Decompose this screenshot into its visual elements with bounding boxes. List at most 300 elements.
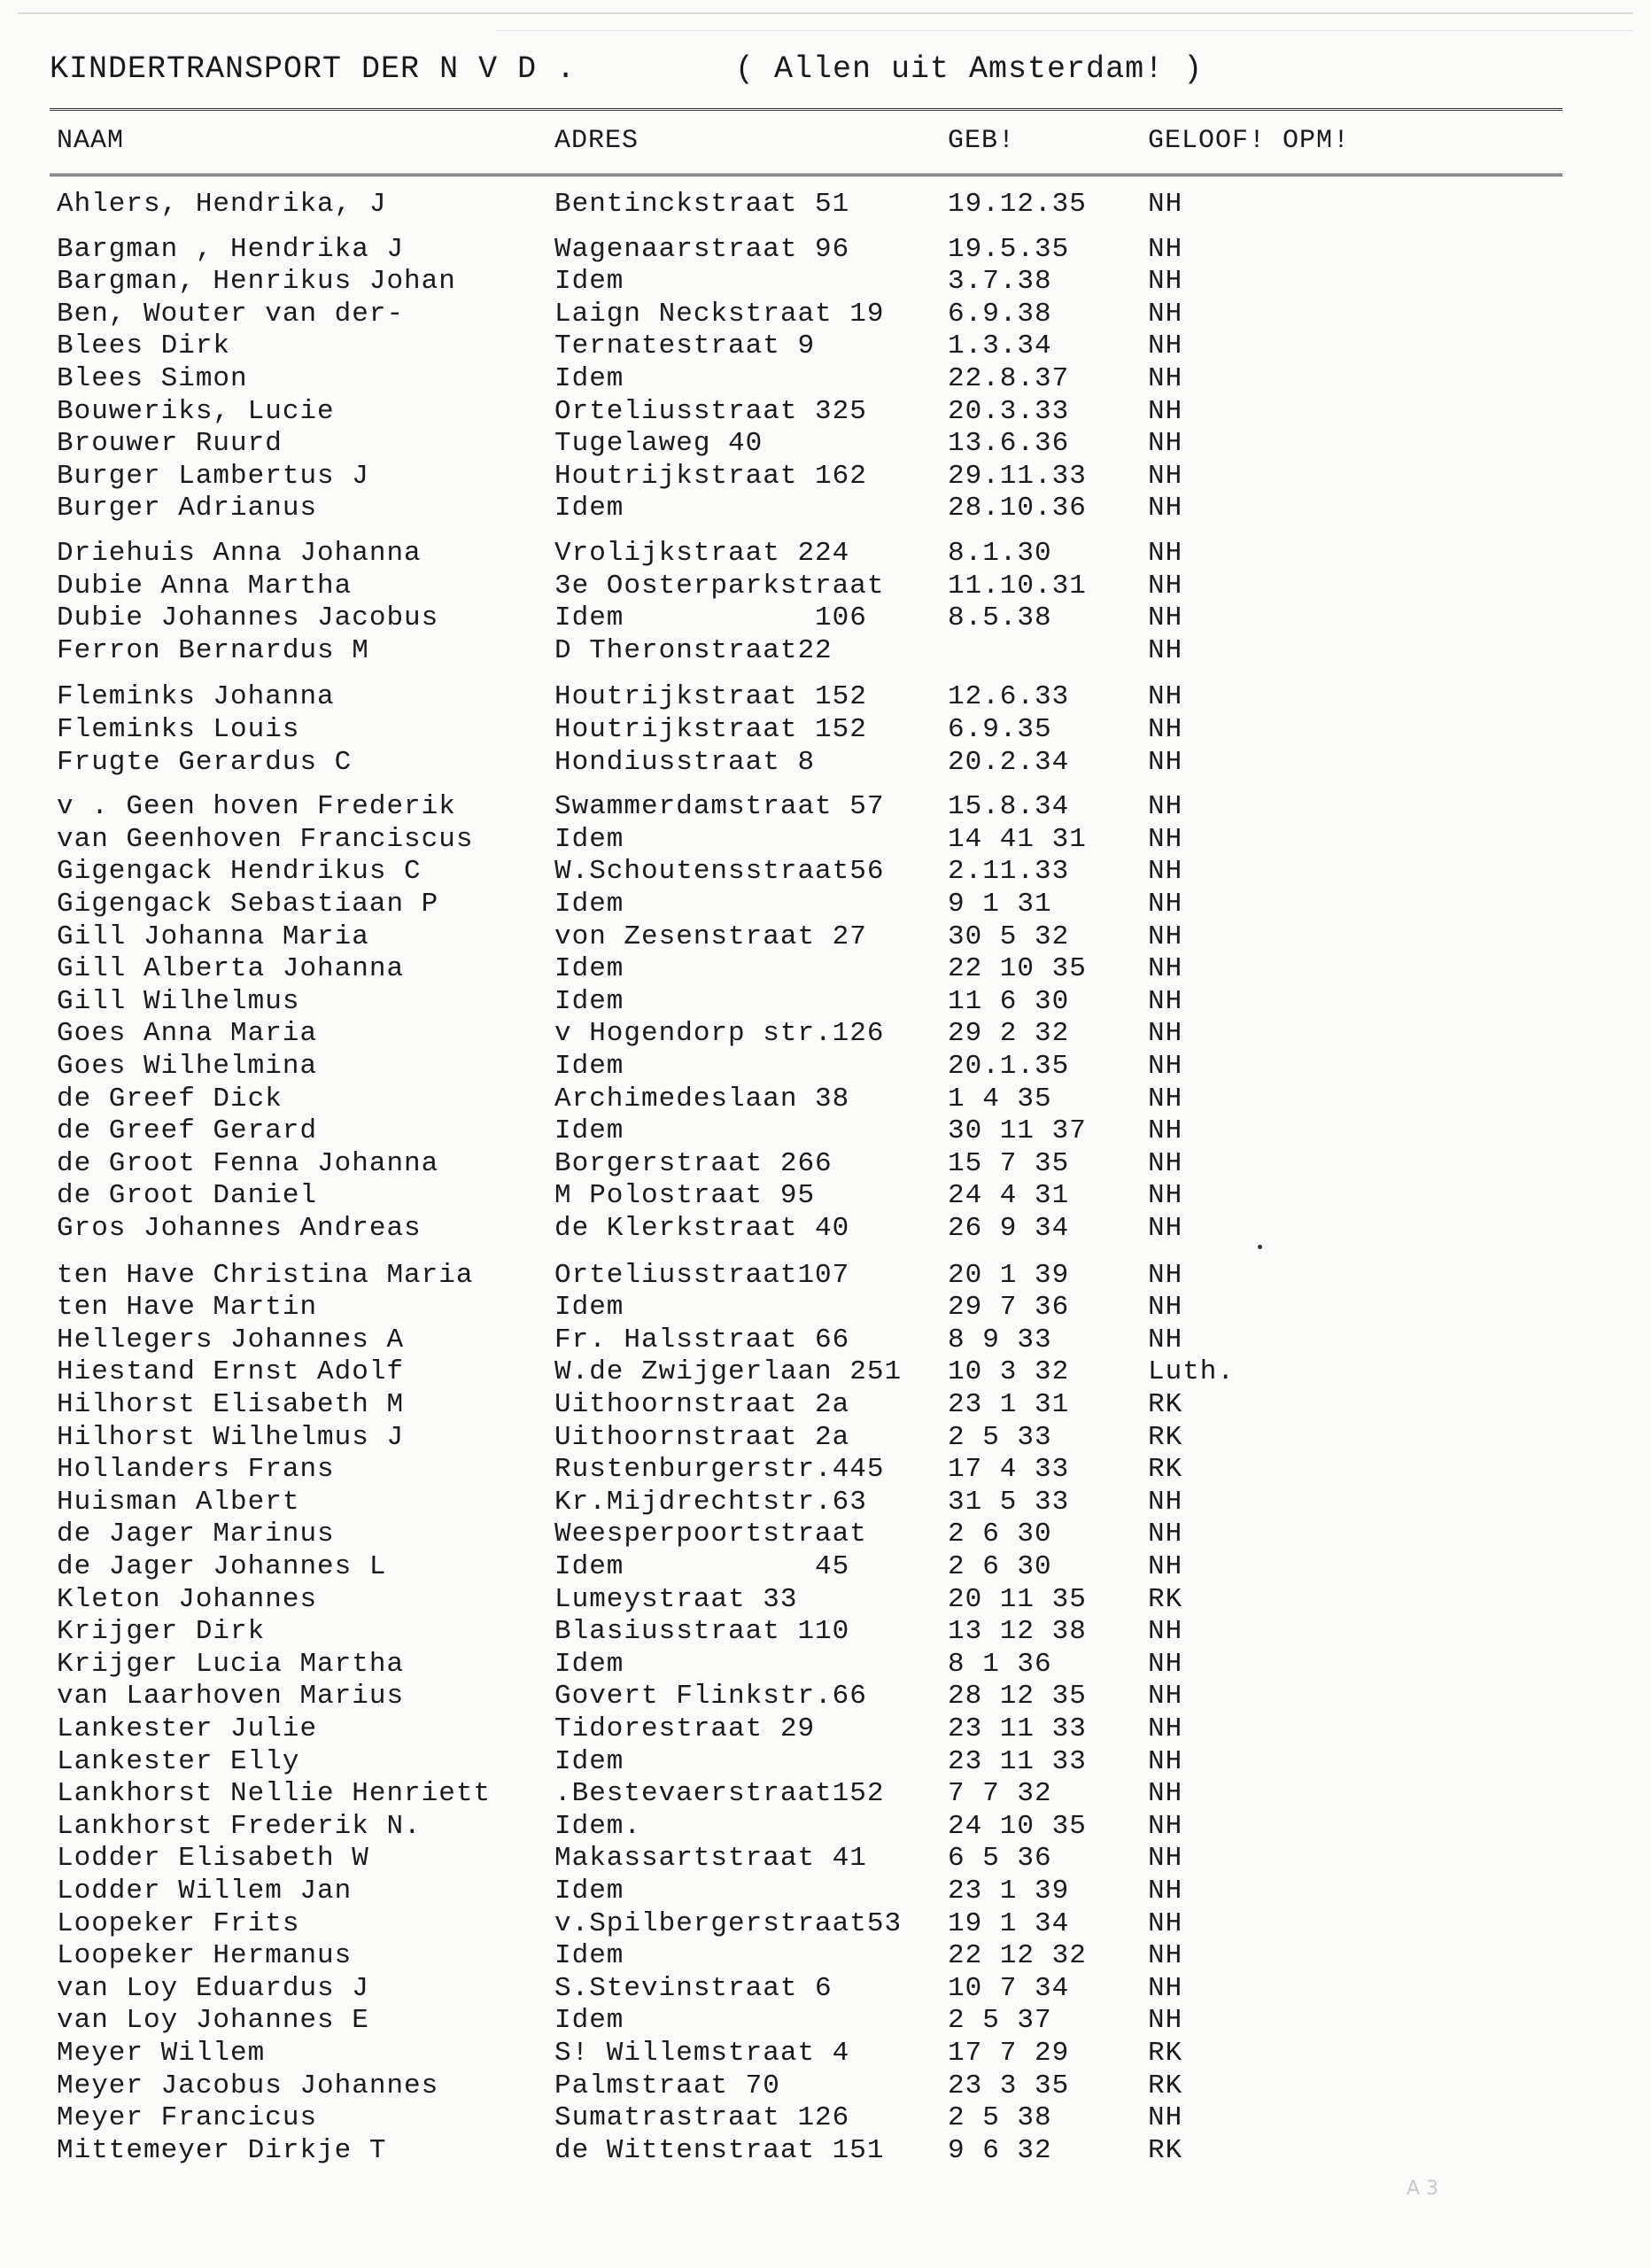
child-religion: NH [1148, 602, 1183, 633]
list-item [0, 1292, 1651, 1324]
child-name: Blees Dirk [57, 330, 231, 361]
child-birthdate: 28 12 35 [948, 1681, 1087, 1712]
child-religion: NH [1148, 428, 1183, 459]
child-address: Idem [554, 1292, 624, 1323]
child-address: Idem 45 [554, 1551, 850, 1582]
child-religion: NH [1148, 1018, 1183, 1049]
child-birthdate: 8.5.38 [948, 602, 1052, 633]
list-item [0, 1422, 1651, 1454]
child-religion: NH [1148, 396, 1183, 427]
child-religion: NH [1148, 1908, 1183, 1939]
child-address: Rustenburgerstr.445 [554, 1454, 885, 1485]
list-item [0, 1940, 1651, 1972]
list-item [0, 1213, 1651, 1245]
child-address: S! Willemstraat 4 [554, 2038, 850, 2069]
list-item [0, 571, 1651, 602]
child-birthdate: 12.6.33 [948, 681, 1070, 712]
child-name: Fleminks Johanna [57, 681, 335, 712]
child-religion: NH [1148, 189, 1183, 220]
child-religion: NH [1148, 747, 1183, 778]
child-religion: Luth. [1148, 1356, 1236, 1387]
child-birthdate: 6.9.35 [948, 714, 1052, 745]
child-birthdate: 6 5 36 [948, 1843, 1052, 1874]
child-birthdate: 2 6 30 [948, 1518, 1052, 1550]
child-religion: NH [1148, 1213, 1183, 1244]
child-birthdate: 22 12 32 [948, 1940, 1087, 1971]
child-address: Swammerdamstraat 57 [554, 791, 885, 822]
child-address: Idem 106 [554, 602, 867, 633]
child-birthdate: 20 1 39 [948, 1260, 1070, 1291]
child-address: Tugelaweg 40 [554, 428, 763, 459]
list-item [0, 538, 1651, 570]
child-religion: NH [1148, 461, 1183, 492]
list-item [0, 1051, 1651, 1083]
child-birthdate: 17 4 33 [948, 1454, 1070, 1485]
list-item [0, 1356, 1651, 1388]
child-address: Idem [554, 986, 624, 1017]
child-birthdate: 30 5 32 [948, 921, 1070, 952]
child-name: Ahlers, Hendrika, J [57, 189, 387, 220]
child-birthdate: 17 7 29 [948, 2038, 1070, 2069]
child-name: Fleminks Louis [57, 714, 300, 745]
child-address: Orteliusstraat107 [554, 1260, 850, 1291]
child-address: de Wittenstraat 151 [554, 2135, 885, 2166]
list-item [0, 2038, 1651, 2070]
child-religion: NH [1148, 1746, 1183, 1777]
child-name: de Greef Dick [57, 1084, 283, 1115]
child-address: Idem [554, 953, 624, 984]
child-address: .Bestevaerstraat152 [554, 1778, 885, 1809]
child-address: Idem [554, 266, 624, 297]
list-item [0, 1551, 1651, 1583]
list-item [0, 1616, 1651, 1648]
child-birthdate: 23 11 33 [948, 1746, 1087, 1777]
child-birthdate: 2 5 38 [948, 2102, 1052, 2133]
child-religion: NH [1148, 1084, 1183, 1115]
child-religion: NH [1148, 824, 1183, 855]
margin-note: A 3 [1407, 2178, 1439, 2200]
child-religion: NH [1148, 363, 1183, 394]
child-name: Gigengack Sebastiaan P [57, 889, 439, 920]
child-address: Bentinckstraat 51 [554, 189, 850, 220]
child-name: Goes Anna Maria [57, 1018, 318, 1049]
child-name: ten Have Christina Maria [57, 1260, 474, 1291]
child-religion: NH [1148, 856, 1183, 887]
child-address: W.de Zwijgerlaan 251 [554, 1356, 903, 1387]
child-religion: NH [1148, 681, 1183, 712]
child-name: Dubie Johannes Jacobus [57, 602, 439, 633]
child-address: Orteliusstraat 325 [554, 396, 867, 427]
child-address: Idem [554, 1940, 624, 1971]
list-item [0, 681, 1651, 713]
child-birthdate: 30 11 37 [948, 1115, 1087, 1146]
child-religion: NH [1148, 635, 1183, 666]
child-name: Gigengack Hendrikus C [57, 856, 422, 887]
child-name: Gill Johanna Maria [57, 921, 369, 952]
child-birthdate: 23 11 33 [948, 1713, 1087, 1744]
child-birthdate: 2 5 37 [948, 2005, 1052, 2036]
child-address: Houtrijkstraat 162 [554, 461, 867, 492]
child-address: Sumatrastraat 126 [554, 2102, 850, 2133]
list-item [0, 635, 1651, 667]
child-birthdate: 2.11.33 [948, 856, 1070, 887]
child-name: Meyer Willem [57, 2038, 266, 2069]
child-address: D Theronstraat22 [554, 635, 833, 666]
child-birthdate: 8 1 36 [948, 1649, 1052, 1680]
child-name: Ben, Wouter van der- [57, 299, 405, 330]
child-name: Gros Johannes Andreas [57, 1213, 422, 1244]
column-header-religion-remarks: GELOOF! OPM! [1148, 126, 1351, 156]
list-item [0, 747, 1651, 779]
child-address: Archimedeslaan 38 [554, 1084, 850, 1115]
child-birthdate: 2 5 33 [948, 1422, 1052, 1453]
list-item [0, 2070, 1651, 2102]
child-address: Wagenaarstraat 96 [554, 234, 850, 265]
child-birthdate: 19.12.35 [948, 189, 1087, 220]
list-item [0, 189, 1651, 221]
child-religion: NH [1148, 1973, 1183, 2004]
child-address: Hondiusstraat 8 [554, 747, 816, 778]
child-address: v.Spilbergerstraat53 [554, 1908, 903, 1939]
child-address: S.Stevinstraat 6 [554, 1973, 833, 2004]
list-item [0, 2005, 1651, 2037]
child-religion: NH [1148, 1649, 1183, 1680]
child-address: Idem [554, 363, 624, 394]
child-address: Laign Neckstraat 19 [554, 299, 885, 330]
child-religion: RK [1148, 1422, 1183, 1453]
child-birthdate: 8 9 33 [948, 1324, 1052, 1355]
child-birthdate: 19.5.35 [948, 234, 1070, 265]
child-religion: NH [1148, 1324, 1183, 1355]
child-name: Dubie Anna Martha [57, 571, 353, 602]
child-address: Blasiusstraat 110 [554, 1616, 850, 1647]
child-birthdate: 9 1 31 [948, 889, 1052, 920]
child-birthdate: 26 9 34 [948, 1213, 1070, 1244]
child-name: Gill Alberta Johanna [57, 953, 405, 984]
child-name: Gill Wilhelmus [57, 986, 300, 1017]
child-religion: NH [1148, 1115, 1183, 1146]
child-birthdate: 20.3.33 [948, 396, 1070, 427]
child-name: Lankhorst Nellie Henriett [57, 1778, 492, 1809]
child-name: Lodder Elisabeth W [57, 1843, 369, 1874]
child-address: Borgerstraat 266 [554, 1148, 833, 1179]
child-address: Houtrijkstraat 152 [554, 681, 867, 712]
child-birthdate: 10 7 34 [948, 1973, 1070, 2004]
child-birthdate: 7 7 32 [948, 1778, 1052, 1809]
child-birthdate: 24 10 35 [948, 1811, 1087, 1842]
child-birthdate: 20.2.34 [948, 747, 1070, 778]
child-name: Lankester Elly [57, 1746, 300, 1777]
list-item [0, 1649, 1651, 1681]
child-name: Ferron Bernardus M [57, 635, 369, 666]
child-religion: NH [1148, 330, 1183, 361]
child-birthdate: 22.8.37 [948, 363, 1070, 394]
child-birthdate: 23 1 39 [948, 1876, 1070, 1907]
child-religion: NH [1148, 1713, 1183, 1744]
child-address: M Polostraat 95 [554, 1180, 816, 1211]
child-religion: NH [1148, 493, 1183, 524]
child-address: Vrolijkstraat 224 [554, 538, 850, 569]
child-religion: NH [1148, 921, 1183, 952]
child-name: van Loy Johannes E [57, 2005, 369, 2036]
child-birthdate: 13.6.36 [948, 428, 1070, 459]
child-name: Bargman, Henrikus Johan [57, 266, 456, 297]
child-religion: NH [1148, 714, 1183, 745]
child-religion: NH [1148, 1940, 1183, 1971]
child-religion: NH [1148, 266, 1183, 297]
child-birthdate: 31 5 33 [948, 1487, 1070, 1518]
list-item [0, 1681, 1651, 1713]
child-religion: NH [1148, 986, 1183, 1017]
list-item [0, 299, 1651, 330]
child-name: de Jager Marinus [57, 1518, 335, 1550]
child-name: Burger Adrianus [57, 493, 318, 524]
child-name: Hilhorst Elisabeth M [57, 1389, 405, 1420]
child-birthdate: 29.11.33 [948, 461, 1087, 492]
child-name: Loopeker Frits [57, 1908, 300, 1939]
child-birthdate: 24 4 31 [948, 1180, 1070, 1211]
child-religion: NH [1148, 538, 1183, 569]
list-item [0, 1908, 1651, 1940]
child-religion: NH [1148, 1876, 1183, 1907]
child-birthdate: 3.7.38 [948, 266, 1052, 297]
child-birthdate: 1 4 35 [948, 1084, 1052, 1115]
child-name: Huisman Albert [57, 1487, 300, 1518]
child-address: Idem. [554, 1811, 642, 1842]
list-item [0, 1584, 1651, 1616]
child-name: Mittemeyer Dirkje T [57, 2135, 387, 2166]
child-name: de Jager Johannes L [57, 1551, 387, 1582]
child-birthdate: 29 2 32 [948, 1018, 1070, 1049]
child-name: Hollanders Frans [57, 1454, 335, 1485]
list-item [0, 1713, 1651, 1745]
child-address: von Zesenstraat 27 [554, 921, 867, 952]
child-birthdate: 2 6 30 [948, 1551, 1052, 1582]
child-birthdate: 15 7 35 [948, 1148, 1070, 1179]
child-religion: RK [1148, 2070, 1183, 2101]
list-item [0, 602, 1651, 634]
list-item [0, 824, 1651, 856]
list-item [0, 1746, 1651, 1778]
list-item [0, 2102, 1651, 2134]
child-birthdate: 14 41 31 [948, 824, 1087, 855]
child-name: Krijger Dirk [57, 1616, 266, 1647]
list-item [0, 1843, 1651, 1875]
child-birthdate: 29 7 36 [948, 1292, 1070, 1323]
list-item [0, 1487, 1651, 1518]
child-birthdate: 19 1 34 [948, 1908, 1070, 1939]
child-religion: NH [1148, 1260, 1183, 1291]
child-address: de Klerkstraat 40 [554, 1213, 850, 1244]
child-religion: NH [1148, 1616, 1183, 1647]
child-name: Burger Lambertus J [57, 461, 369, 492]
list-item [0, 266, 1651, 298]
child-religion: NH [1148, 1551, 1183, 1582]
child-birthdate: 10 3 32 [948, 1356, 1070, 1387]
child-birthdate: 28.10.36 [948, 493, 1087, 524]
child-name: de Greef Gerard [57, 1115, 318, 1146]
child-birthdate: 15.8.34 [948, 791, 1070, 822]
list-item [0, 1324, 1651, 1356]
child-religion: RK [1148, 1584, 1183, 1615]
child-address: Fr. Halsstraat 66 [554, 1324, 850, 1355]
list-item [0, 953, 1651, 985]
child-name: Blees Simon [57, 363, 248, 394]
child-name: Lodder Willem Jan [57, 1876, 353, 1907]
list-item [0, 1811, 1651, 1843]
child-religion: NH [1148, 1487, 1183, 1518]
list-item [0, 363, 1651, 395]
child-name: v . Geen hoven Frederik [57, 791, 456, 822]
list-item [0, 714, 1651, 746]
list-item [0, 428, 1651, 460]
ink-speck [1258, 1245, 1262, 1249]
child-address: Kr.Mijdrechtstr.63 [554, 1487, 867, 1518]
child-name: Driehuis Anna Johanna [57, 538, 422, 569]
child-religion: NH [1148, 1518, 1183, 1550]
child-name: Hiestand Ernst Adolf [57, 1356, 405, 1387]
child-religion: NH [1148, 1778, 1183, 1809]
document-subtitle: ( Allen uit Amsterdam! ) [735, 51, 1204, 87]
child-birthdate: 8.1.30 [948, 538, 1052, 569]
child-birthdate: 9 6 32 [948, 2135, 1052, 2166]
child-religion: RK [1148, 2038, 1183, 2069]
child-address: Govert Flinkstr.66 [554, 1681, 867, 1712]
list-item [0, 1115, 1651, 1147]
child-address: 3e Oosterparkstraat [554, 571, 885, 602]
child-birthdate: 6.9.38 [948, 299, 1052, 330]
child-name: Krijger Lucia Martha [57, 1649, 405, 1680]
child-address: Idem [554, 1115, 624, 1146]
child-name: Frugte Gerardus C [57, 747, 353, 778]
child-religion: NH [1148, 2005, 1183, 2036]
child-religion: NH [1148, 1292, 1183, 1323]
column-header-birth: GEB! [948, 126, 1016, 156]
child-name: van Geenhoven Franciscus [57, 824, 474, 855]
child-religion: NH [1148, 571, 1183, 602]
child-address: Palmstraat 70 [554, 2070, 780, 2101]
child-religion: NH [1148, 953, 1183, 984]
child-address: Houtrijkstraat 152 [554, 714, 867, 745]
list-item [0, 889, 1651, 920]
child-name: Lankester Julie [57, 1713, 318, 1744]
list-item [0, 396, 1651, 428]
child-address: Idem [554, 1876, 624, 1907]
child-address: Idem [554, 889, 624, 920]
child-religion: NH [1148, 234, 1183, 265]
child-religion: NH [1148, 1148, 1183, 1179]
child-birthdate: 20.1.35 [948, 1051, 1070, 1082]
list-item [0, 921, 1651, 953]
list-item [0, 1180, 1651, 1212]
child-birthdate: 11 6 30 [948, 986, 1070, 1017]
column-header-name: NAAM [57, 126, 125, 156]
child-religion: NH [1148, 2102, 1183, 2133]
child-address: v Hogendorp str.126 [554, 1018, 885, 1049]
child-birthdate: 23 1 31 [948, 1389, 1070, 1420]
list-item [0, 493, 1651, 524]
child-birthdate: 11.10.31 [948, 571, 1087, 602]
child-religion: RK [1148, 1389, 1183, 1420]
child-address: Idem [554, 1649, 624, 1680]
child-address: Idem [554, 1051, 624, 1082]
child-name: ten Have Martin [57, 1292, 318, 1323]
list-item [0, 2135, 1651, 2167]
child-religion: RK [1148, 1454, 1183, 1485]
child-name: de Groot Daniel [57, 1180, 318, 1211]
child-address: Idem [554, 1746, 624, 1777]
list-item [0, 1260, 1651, 1292]
child-name: Kleton Johannes [57, 1584, 318, 1615]
child-address: Idem [554, 493, 624, 524]
list-item [0, 1018, 1651, 1050]
child-religion: NH [1148, 1681, 1183, 1712]
child-birthdate: 13 12 38 [948, 1616, 1087, 1647]
child-birthdate: 20 11 35 [948, 1584, 1087, 1615]
child-address: Tidorestraat 29 [554, 1713, 816, 1744]
list-item [0, 1973, 1651, 2005]
child-name: de Groot Fenna Johanna [57, 1148, 439, 1179]
child-name: van Laarhoven Marius [57, 1681, 405, 1712]
child-religion: NH [1148, 791, 1183, 822]
child-religion: NH [1148, 1180, 1183, 1211]
child-address: Weesperpoortstraat [554, 1518, 867, 1550]
child-religion: NH [1148, 299, 1183, 330]
child-address: Uithoornstraat 2a [554, 1422, 850, 1453]
list-item [0, 330, 1651, 362]
list-item [0, 461, 1651, 493]
list-item [0, 1389, 1651, 1421]
list-item [0, 1876, 1651, 1907]
list-item [0, 1778, 1651, 1810]
child-address: Ternatestraat 9 [554, 330, 816, 361]
child-religion: NH [1148, 889, 1183, 920]
child-address: Uithoornstraat 2a [554, 1389, 850, 1420]
child-name: Loopeker Hermanus [57, 1940, 353, 1971]
list-item [0, 1454, 1651, 1486]
child-religion: NH [1148, 1811, 1183, 1842]
child-name: Hellegers Johannes A [57, 1324, 405, 1355]
list-item [0, 856, 1651, 888]
child-birthdate: 1.3.34 [948, 330, 1052, 361]
child-birthdate: 23 3 35 [948, 2070, 1070, 2101]
child-name: Hilhorst Wilhelmus J [57, 1422, 405, 1453]
child-name: van Loy Eduardus J [57, 1973, 369, 2004]
list-item [0, 1148, 1651, 1180]
child-address: Makassartstraat 41 [554, 1843, 867, 1874]
child-religion: NH [1148, 1051, 1183, 1082]
child-name: Meyer Francicus [57, 2102, 318, 2133]
list-item [0, 986, 1651, 1018]
child-birthdate: 22 10 35 [948, 953, 1087, 984]
child-name: Bouweriks, Lucie [57, 396, 335, 427]
list-item [0, 234, 1651, 266]
child-address: Idem [554, 824, 624, 855]
list-item [0, 1084, 1651, 1115]
child-address: Lumeystraat 33 [554, 1584, 798, 1615]
child-name: Meyer Jacobus Johannes [57, 2070, 439, 2101]
list-item [0, 1518, 1651, 1550]
child-name: Lankhorst Frederik N. [57, 1811, 422, 1842]
document-title: KINDERTRANSPORT DER N V D . [50, 51, 577, 87]
child-address: W.Schoutensstraat56 [554, 856, 885, 887]
child-name: Bargman , Hendrika J [57, 234, 405, 265]
child-name: Brouwer Ruurd [57, 428, 283, 459]
column-header-address: ADRES [554, 126, 639, 156]
child-religion: NH [1148, 1843, 1183, 1874]
child-religion: RK [1148, 2135, 1183, 2166]
child-address: Idem [554, 2005, 624, 2036]
